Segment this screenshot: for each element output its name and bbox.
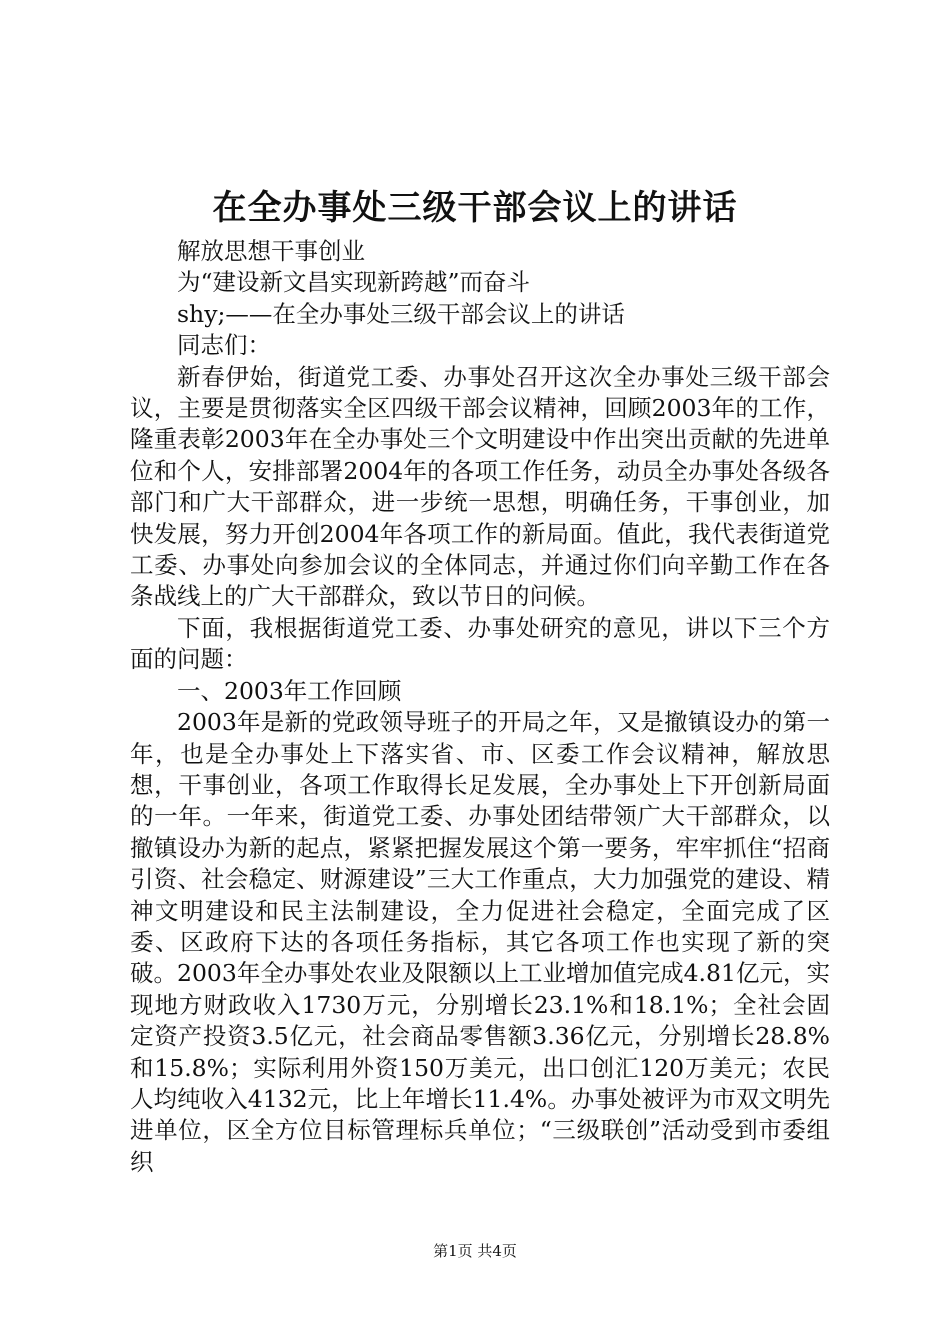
- subtitle-line-1: 解放思想干事创业: [177, 237, 365, 265]
- salutation: 同志们：: [177, 331, 271, 360]
- paragraph-intro: 新春伊始，街道党工委、办事处召开这次全办事处三级干部会议，主要是贯彻落实全区四级干部会议精神，回顾2003年的工作，隆重表彰2003年在全办事处三个文明建设中作出突出贡献的先进单位和个人，安排部署2004年的各项工作任务，动员全办事处各级各部门和广大干部群众，进一步统一思想，明确任务，干事创业，加快发展，努力开创2004年各项工作的新局面。值此，我代表街道党工委、办事处向参加会议的全体同志，并通过你们向辛勤工作在各条战线上的广大干部群众，致以节日的问候。: [130, 362, 830, 611]
- paragraph-outline: 下面，我根据街道党工委、办事处研究的意见，讲以下三个方面的问题：: [130, 613, 830, 674]
- page-number: 第1页 共4页: [433, 1242, 517, 1260]
- paragraph-review: 2003年是新的党政领导班子的开局之年，又是撤镇设办的第一年，也是全办事处上下落实省、市、区委工作会议精神，解放思想，干事创业，各项工作取得长足发展，全办事处上下开创新局面的一年。一年来，街道党工委、办事处团结带领广大干部群众，以撤镇设办为新的起点，紧紧把握发展这个第一要务，牢牢抓住“招商引资、社会稳定、财源建设”三大工作重点，大力加强党的建设、精神文明建设和民主法制建设，全力促进社会稳定，全面完成了区委、区政府下达的各项任务指标，其它各项工作也实现了新的突破。2003年全办事处农业及限额以上工业增加值完成4.81亿元，实现地方财政收入1730万元，分别增长23.1%和18.1%；全社会固定资产投资3.5亿元，社会商品零售额3.36亿元，分别增长28.8%和15.8%；实际利用外资150万美元，出口创汇120万美元；农民人均纯收入4132元，比上年增长11.4%。办事处被评为市双文明先进单位，区全方位目标管理标兵单位；“三级联创”活动受到市委组织: [130, 708, 830, 1176]
- page-title: 在全办事处三级干部会议上的讲话: [212, 188, 738, 228]
- subtitle-line-3: shy;——在全办事处三级干部会议上的讲话: [177, 299, 625, 328]
- subtitle-line-2: 为“建设新文昌实现新跨越”而奋斗: [177, 268, 531, 297]
- document-body: [130, 236, 830, 1178]
- section-heading: 一、2003年工作回顾: [177, 676, 402, 705]
